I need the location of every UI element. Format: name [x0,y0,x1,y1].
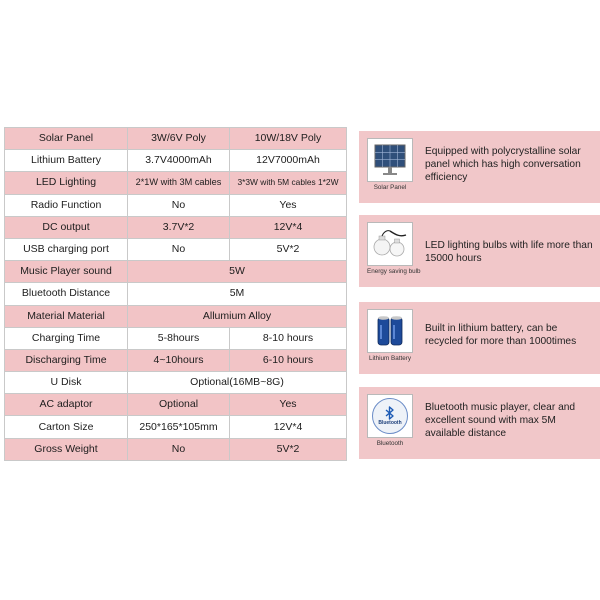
icon-label: Solar Panel [373,184,407,191]
spec-value: No [128,238,230,260]
spec-label: Material Material [5,305,128,327]
feature-icon-wrap [367,394,413,452]
spec-value: 12V*4 [230,216,347,238]
spec-label: Charging Time [5,327,128,349]
spec-value: 12V7000mAh [230,150,347,172]
spec-value: 3W/6V Poly [128,128,230,150]
spec-value: Allumium Alloy [128,305,347,327]
feature-text: LED lighting bulbs with life more than 15000 hours [425,240,593,264]
solar-panel-icon [367,138,413,182]
spec-table [4,127,347,461]
feature-icon-wrap [367,309,413,367]
feature-text: Built in lithium battery, can be recycled for more than 1000times [425,323,577,347]
feature-card-solar-panel [359,131,600,203]
spec-value: 2*1W with 3M cables [128,172,230,194]
spec-value: 250*165*105mm [128,416,230,438]
feature-card-bluetooth [359,387,600,459]
table-row [5,349,347,371]
spec-label: Carton Size [5,416,128,438]
table-row [5,261,347,283]
spec-label: Solar Panel [5,128,128,150]
spec-value: No [128,438,230,460]
table-row [5,305,347,327]
spec-value: 3.7V*2 [128,216,230,238]
spec-value: Yes [230,194,347,216]
spec-value: Yes [230,394,347,416]
spec-value: 3.7V4000mAh [128,150,230,172]
table-row [5,327,347,349]
spec-value: 6-10 hours [230,349,347,371]
spec-label: LED Lighting [5,172,128,194]
bluetooth-icon-text: Bluetooth [378,420,402,426]
spec-value: Optional [128,394,230,416]
table-row [5,128,347,150]
spec-label: USB charging port [5,238,128,260]
spec-label: Bluetooth Distance [5,283,128,305]
spec-label: U Disk [5,372,128,394]
spec-label: Discharging Time [5,349,128,371]
icon-label: Bluetooth [376,440,404,447]
spec-label: Music Player sound [5,261,128,283]
feature-card-led-bulb [359,215,600,287]
spec-label: DC output [5,216,128,238]
spec-value: 10W/18V Poly [230,128,347,150]
feature-text: Equipped with polycrystalline solar panel which has high conversation efficiency [425,146,581,183]
table-row [5,372,347,394]
table-row [5,216,347,238]
feature-icon-wrap [367,138,413,196]
table-row [5,416,347,438]
battery-icon [367,309,413,353]
feature-card-lithium-battery [359,302,600,374]
feature-text: Bluetooth music player, clear and excellent sound with max 5M available distance [425,402,576,439]
spec-label: Gross Weight [5,438,128,460]
spec-value: 12V*4 [230,416,347,438]
bluetooth-icon [367,394,413,438]
spec-value: 5W [128,261,347,283]
feature-icon-wrap [367,222,421,280]
icon-label: Energy saving bulb [367,268,421,275]
spec-value: 5V*2 [230,238,347,260]
spec-value: 5-8hours [128,327,230,349]
table-row [5,194,347,216]
table-row [5,172,347,194]
spec-label: Radio Function [5,194,128,216]
table-row [5,438,347,460]
spec-value: No [128,194,230,216]
spec-label: Lithium Battery [5,150,128,172]
spec-value: Optional(16MB~8G) [128,372,347,394]
spec-value: 5V*2 [230,438,347,460]
icon-label: Lithium Battery [369,355,411,362]
spec-value: 5M [128,283,347,305]
spec-value: 4~10hours [128,349,230,371]
table-row [5,394,347,416]
spec-value: 8-10 hours [230,327,347,349]
spec-value: 3*3W with 5M cables 1*2W [230,172,347,194]
spec-label: AC adaptor [5,394,128,416]
table-row [5,283,347,305]
light-bulb-icon [367,222,413,266]
table-row [5,150,347,172]
table-row [5,238,347,260]
